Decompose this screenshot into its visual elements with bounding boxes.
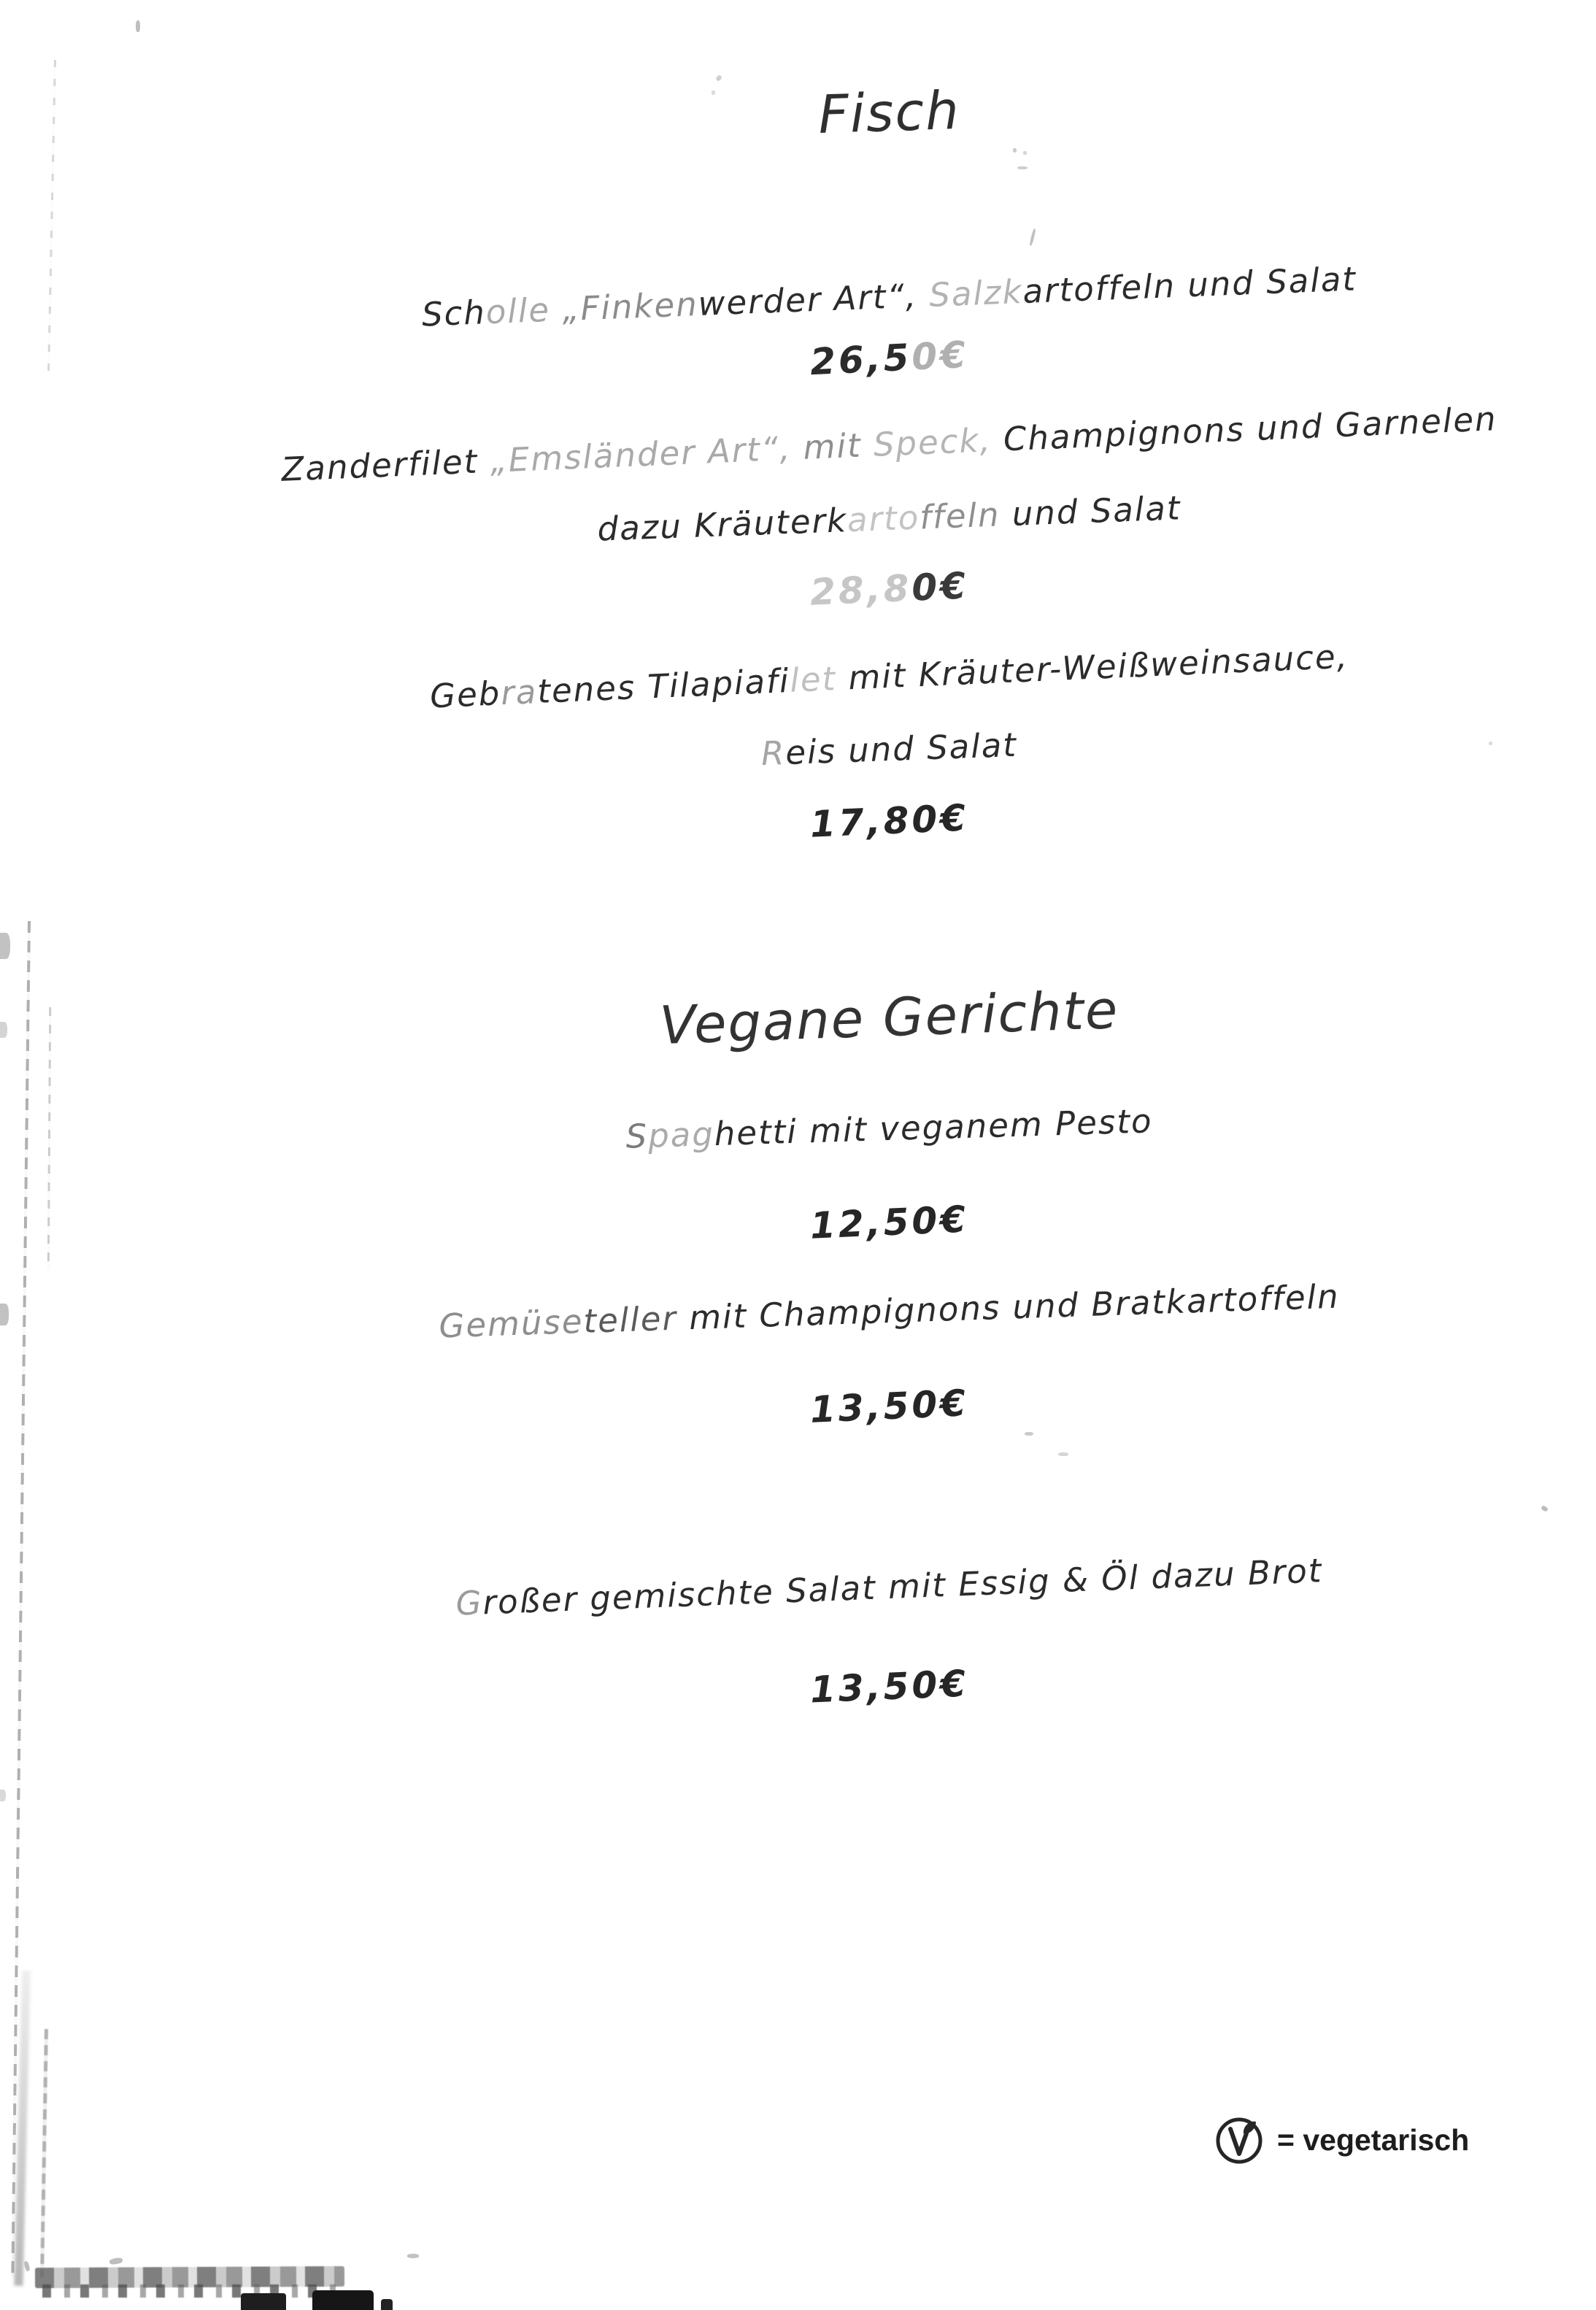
menu-item-name: Scholle „Finkenwerder Art“, Salzkartoffeln und Salat xyxy=(421,259,1357,334)
scan-artifact xyxy=(40,2029,48,2277)
section-title-fisch: Fisch xyxy=(817,79,961,146)
scan-artifact xyxy=(0,1790,6,1801)
vegetarian-v-icon xyxy=(1213,2114,1265,2166)
menu-item-price: 12,50€ xyxy=(809,1198,970,1247)
menu-item-name: Gebratenes Tilapiafilet mit Kräuter-Weißweinsauce, xyxy=(429,636,1349,716)
menu-item-name: Großer gemischte Salat mit Essig & Öl dazu Brot xyxy=(455,1551,1324,1623)
scan-artifact xyxy=(0,1304,9,1325)
scan-artifact xyxy=(14,1971,31,2286)
scan-artifact xyxy=(0,1022,7,1038)
scan-artifact xyxy=(23,2260,30,2271)
menu-item-price: 13,50€ xyxy=(809,1662,970,1712)
scan-artifact xyxy=(0,933,10,959)
section-title-vegane-gerichte: Vegane Gerichte xyxy=(658,979,1120,1056)
menu-item-name: Spaghetti mit veganem Pesto xyxy=(625,1101,1154,1156)
menu-item-name: Zanderfilet „Emsländer Art“, mit Speck, Champignons und Garnelen xyxy=(280,399,1498,489)
scan-artifact xyxy=(47,1007,52,1270)
menu-item-name: Reis und Salat xyxy=(760,725,1018,774)
scan-artifact xyxy=(11,921,31,2277)
menu-item-price: 17,80€ xyxy=(809,796,970,846)
scan-artifact xyxy=(47,60,56,374)
menu-item-name: dazu Kräuterkartoffeln und Salat xyxy=(596,488,1182,549)
menu-item-name: Gemüseteller mit Champignons und Bratkartoffeln xyxy=(438,1277,1341,1346)
menu-content-column xyxy=(91,0,1596,2310)
menu-item-price: 13,50€ xyxy=(809,1382,970,1431)
vegetarian-legend xyxy=(1213,2114,1469,2166)
menu-item-price: 26,50€ xyxy=(809,333,970,384)
legend-text: = vegetarisch xyxy=(1277,2122,1470,2157)
menu-item-price: 28,80€ xyxy=(809,564,970,614)
